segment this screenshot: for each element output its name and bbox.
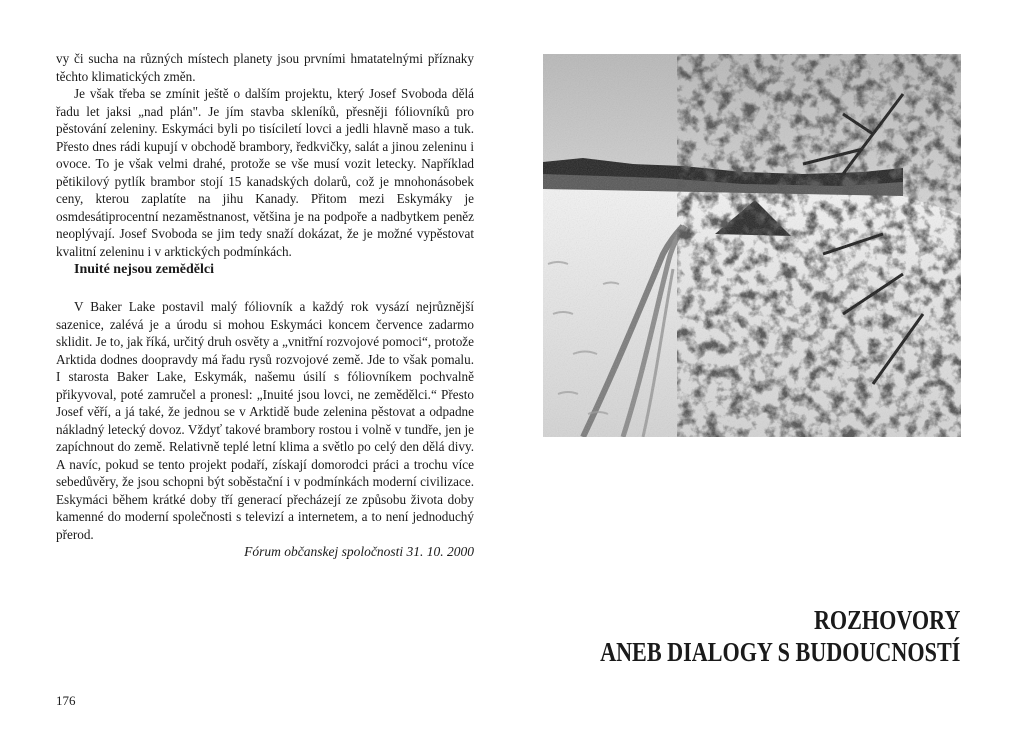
paragraph-2: Je však třeba se zmínit ještě o dalším projektu, který Josef Svoboda dělá řadu let jaksi „nad plán". Je jím stavba skleníků, přesněji fóliovníků pro pěstování zeleniny. Eskymáci byli po tisíciletí lovci a jedli hlavně maso a tuk. Přesto dnes rádi kupují v obchodě brambory, ředkvičky, salát a jinou zeleninu i ovoce. To je však velmi drahé, protože se vše musí vozit letecky. Například pětikilový pytlík brambor stojí 15 kanadských dolarů, což je mnohonásobek ceny, kterou zaplatíte na jihu Kanady. Přitom mezi Eskymáky je osmdesátiprocentní nezaměstnanost, většina je na podpoře a nadbytkem peněz neoplývají. Josef Svoboda se jim tedy snaží dokázat, že je možné vypěstovat kvalitní zeleninu i v arktických podmínkách. <box>56 86 474 259</box>
section-heading: Inuité nejsou zemědělci <box>74 262 214 277</box>
paragraph-1: vy či sucha na různých místech planety jsou prvními hmatatelnými příznaky těchto klimatických změn. <box>56 51 474 84</box>
page-number: 176 <box>56 693 76 708</box>
chapter-title-line-1: ROZHOVORY <box>813 605 960 635</box>
paragraph-3: V Baker Lake postavil malý fóliovník a každý rok vysází nejrůznější sazenice, zalévá je a úrodu si mohou Eskymáci koncem července zadarmo sklidit. Je to, jak říká, určitý druh osvěty a „vnitřní rozvojové pomoci“, protože Arktida dodnes doopravdy má řadu rysů rozvojové země. Jde to však pomalu. I starosta Baker Lake, Eskymák, našemu úsilí s fóliovníkem pochvalně přikyvoval, poté zamručel a pronesl: „Inuité jsou lovci, ne zemědělci.“ Přesto Josef věří, a já také, že jednou se v Arktidě bude zelenina pěstovat a odpadne nákladný letecký dovoz. Vždyť takové brambory rostou i volně v tundře, jen je zapíchnout do země. Relativně teplé letní klima a světlo po celý den dělá divy. A navíc, pokud se tento projekt podaří, získají domorodci práci a trochu více sebedůvěry, že jsou schopni být soběstační i v podmínkách moderní civilizace. Eskymáci během krátké doby tří generací přecházejí ze způsobu života doby kamenné do moderní společnosti s televizí a internetem, a to není jednoduchý přerod. <box>56 299 474 542</box>
left-column-bottom <box>56 298 474 543</box>
source-citation: Fórum občanskej spoločnosti 31. 10. 2000 <box>244 544 474 559</box>
chapter-title-line-2: ANEB DIALOGY S BUDOUCNOSTÍ <box>599 637 960 667</box>
chapter-title <box>600 604 960 668</box>
left-column-top <box>56 50 474 260</box>
snowy-landscape-photo <box>543 54 961 437</box>
